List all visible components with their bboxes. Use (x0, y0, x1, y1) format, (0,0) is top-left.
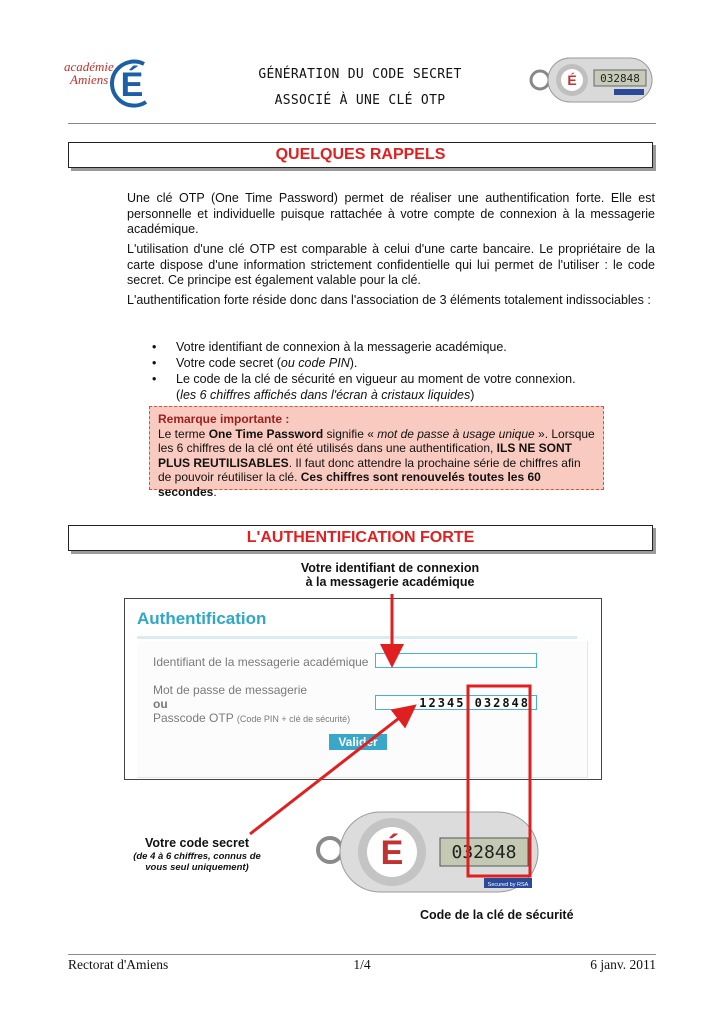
svg-text:É: É (567, 72, 577, 88)
footer-page-number: 1/4 (353, 957, 371, 972)
password-or-label: ou (153, 697, 168, 711)
svg-text:032848: 032848 (451, 842, 517, 863)
svg-text:032848: 032848 (600, 72, 640, 85)
note-body: Le terme One Time Password signifie « mot de passe à usage unique ». Lorsque les 6 chiffres de la clé ont été utilisés dans une authentification, ILS NE SONT PLUS REUTILISABLES. Il faut donc attendre la prochaine série de chiffres afin de pouvoir réutiliser la clé. Ces chiffres sont renouvelés toutes les 60 secondes. (158, 426, 595, 499)
logo-text-line2: Amiens (70, 72, 109, 87)
svg-text:É: É (120, 66, 144, 104)
list-item: • Votre code secret (ou code PIN). (152, 355, 642, 371)
password-otp-input[interactable]: 12345 032848 (375, 695, 537, 710)
callout-code-secret-detail: (de 4 à 6 chiffres, connus de vous seul uniquement) (133, 851, 261, 873)
list-item: • Votre identifiant de connexion à la messagerie académique. (152, 339, 642, 355)
list-item: • Le code de la clé de sécurité en vigueur au moment de votre connexion. (les 6 chiffres affichés dans l'écran à cristaux liquides) (152, 371, 642, 403)
svg-text:É: É (380, 834, 404, 872)
highlight-key-code (468, 686, 530, 876)
callout-code-secret: Votre code secret (145, 836, 249, 850)
arrow-to-code-secret (250, 708, 412, 834)
valider-button[interactable]: Valider (329, 734, 387, 750)
section-heading-authentification: L'AUTHENTIFICATION FORTE (68, 525, 653, 551)
footer-date: 6 janv. 2011 (590, 957, 656, 972)
paragraph-3: L'authentification forte réside donc dans l'association de 3 éléments totalement indissociables : (127, 293, 651, 307)
footer-left: Rectorat d'Amiens (68, 957, 169, 972)
password-label: Mot de passe de messagerie (153, 683, 308, 697)
callout-code-cle: Code de la clé de sécurité (420, 908, 574, 922)
auth-form-title: Authentification (137, 609, 267, 628)
paragraph-1: Une clé OTP (One Time Password) permet de réaliser une authentification forte. Elle est personnelle et individuelle puisque rattachée à votre compte de connexion à la messagerie académique. (127, 191, 655, 236)
identifiant-label: Identifiant de la messagerie académique (153, 655, 369, 669)
section-heading-rappels: QUELQUES RAPPELS (68, 142, 653, 168)
svg-text:Secured by RSA: Secured by RSA (487, 882, 529, 888)
page-title-line2: ASSOCIÉ À UNE CLÉ OTP (274, 93, 446, 108)
footer-divider (68, 954, 656, 955)
otp-label: Passcode OTP (Code PIN + clé de sécurité) (153, 711, 351, 725)
logo-text-line1: académie (64, 59, 114, 74)
page-title-line1: GÉNÉRATION DU CODE SECRET (258, 67, 462, 82)
callout-identifiant: Votre identifiant de connexion à la messagerie académique (300, 561, 480, 589)
note-title: Remarque importante : (158, 412, 290, 426)
paragraph-2: L'utilisation d'une clé OTP est comparable à celui d'une carte bancaire. Le propriétaire de la carte dispose d'une information strictement confidentielle qui lui permet de l'utiliser : le code secret. Ce principe est également valable pour la clé. (127, 242, 655, 287)
